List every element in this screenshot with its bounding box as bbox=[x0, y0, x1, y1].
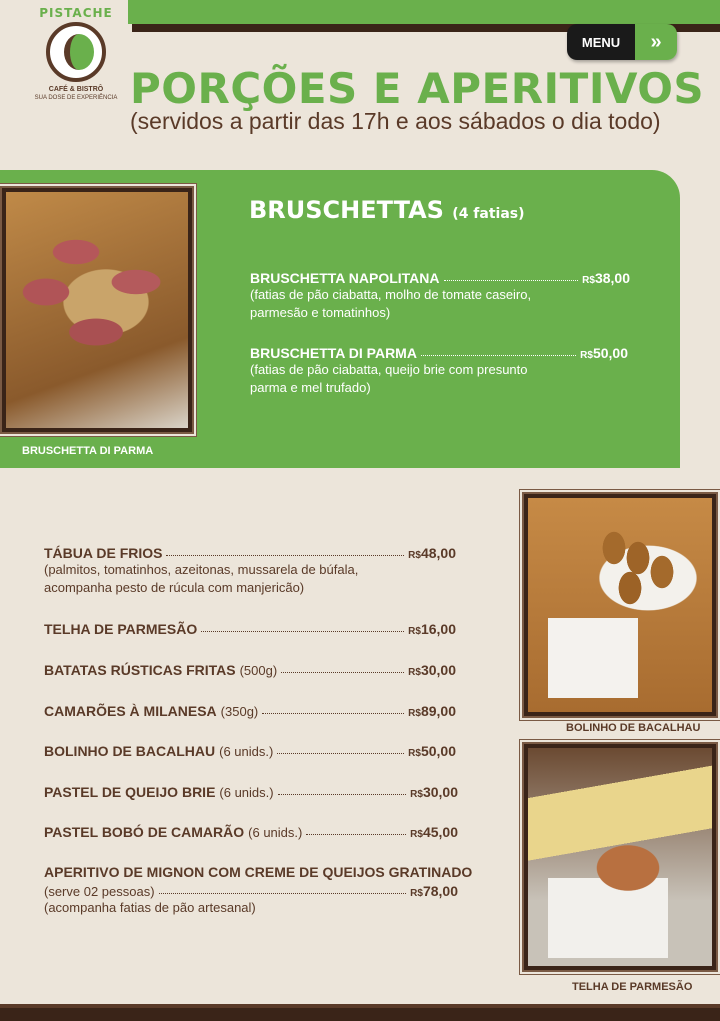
menu-item bbox=[44, 824, 458, 840]
menu-item bbox=[44, 703, 456, 719]
item-price: 50,00 bbox=[592, 345, 628, 361]
menu-item bbox=[44, 743, 456, 759]
item-serving: (serve 02 pessoas) bbox=[44, 884, 155, 899]
price-currency: R$ bbox=[410, 829, 423, 840]
bolinho-photo-caption: BOLINHO DE BACALHAU bbox=[566, 722, 701, 734]
item-description-line: (fatias de pão ciabatta, queijo brie com presunto bbox=[250, 362, 528, 377]
menu-button[interactable] bbox=[567, 24, 677, 60]
item-price: 45,00 bbox=[422, 824, 458, 840]
price-currency: R$ bbox=[410, 789, 423, 800]
price-currency: R$ bbox=[582, 275, 595, 286]
item-portion: (350g) bbox=[220, 704, 259, 719]
item-price: 30,00 bbox=[422, 784, 458, 800]
page-title: PORÇÕES E APERITIVOS bbox=[130, 64, 705, 113]
price-currency: R$ bbox=[408, 748, 421, 759]
price-currency: R$ bbox=[408, 626, 421, 637]
item-name: PASTEL BOBÓ DE CAMARÃO bbox=[44, 824, 245, 840]
item-name: BOLINHO DE BACALHAU bbox=[44, 743, 216, 759]
item-name: BATATAS RÚSTICAS FRITAS bbox=[44, 662, 236, 678]
price-currency: R$ bbox=[408, 667, 421, 678]
logo-tagline: SUA DOSE DE EXPERIÊNCIA bbox=[34, 95, 118, 101]
dotted-leader bbox=[277, 752, 404, 754]
item-price: 16,00 bbox=[420, 621, 456, 637]
double-chevron-right-icon: » bbox=[635, 24, 677, 60]
item-portion: (500g) bbox=[239, 663, 278, 678]
bruschetta-photo bbox=[0, 186, 194, 434]
item-name: CAMARÕES À MILANESA bbox=[44, 703, 217, 719]
menu-item bbox=[250, 345, 628, 397]
item-name: BRUSCHETTA DI PARMA bbox=[250, 345, 417, 361]
price-currency: R$ bbox=[408, 550, 421, 561]
bruschettas-note: (4 fatias) bbox=[452, 206, 525, 222]
item-price: 30,00 bbox=[420, 662, 456, 678]
bolinho-photo bbox=[522, 492, 718, 718]
dotted-leader bbox=[201, 630, 404, 632]
menu-item bbox=[44, 784, 458, 800]
item-portion: (6 unids.) bbox=[219, 744, 274, 759]
price-currency: R$ bbox=[580, 350, 593, 361]
price-currency: R$ bbox=[410, 888, 423, 899]
item-price: 50,00 bbox=[420, 743, 456, 759]
menu-button-label: MENU bbox=[567, 24, 635, 60]
item-name: TELHA DE PARMESÃO bbox=[44, 621, 198, 637]
dotted-leader bbox=[159, 892, 407, 894]
item-description-line: parmesão e tomatinhos) bbox=[250, 305, 391, 320]
logo bbox=[28, 6, 124, 118]
item-portion: (6 unids.) bbox=[248, 825, 303, 840]
item-description-line: (palmitos, tomatinhos, azeitonas, mussarela de búfala, bbox=[44, 562, 359, 577]
item-price: 48,00 bbox=[420, 545, 456, 561]
item-name: BRUSCHETTA NAPOLITANA bbox=[250, 270, 440, 286]
bruschettas-title-text: BRUSCHETTAS bbox=[249, 196, 444, 224]
bruschetta-photo-caption: BRUSCHETTA DI PARMA bbox=[22, 445, 154, 457]
telha-photo-caption: TELHA DE PARMESÃO bbox=[572, 981, 693, 993]
dotted-leader bbox=[421, 354, 576, 356]
telha-photo bbox=[522, 742, 718, 972]
dotted-leader bbox=[281, 671, 404, 673]
item-description-line: (fatias de pão ciabatta, molho de tomate caseiro, bbox=[250, 287, 532, 302]
top-bar bbox=[128, 0, 720, 24]
logo-bean-icon bbox=[46, 22, 106, 82]
bottom-bar-accent bbox=[0, 1004, 720, 1008]
menu-item bbox=[44, 545, 456, 597]
item-price: 38,00 bbox=[594, 270, 630, 286]
item-name: TÁBUA DE FRIOS bbox=[44, 545, 163, 561]
bruschettas-title bbox=[249, 196, 525, 224]
page-subtitle: (servidos a partir das 17h e aos sábados o dia todo) bbox=[130, 108, 661, 134]
menu-item bbox=[44, 621, 456, 637]
dotted-leader bbox=[166, 554, 404, 556]
menu-item bbox=[250, 270, 630, 322]
dotted-leader bbox=[306, 833, 406, 835]
item-portion: (6 unids.) bbox=[219, 785, 274, 800]
item-name: PASTEL DE QUEIJO BRIE bbox=[44, 784, 216, 800]
dotted-leader bbox=[262, 712, 404, 714]
logo-subtitle: CAFÉ & BISTRÔ bbox=[48, 86, 104, 93]
item-name: APERITIVO DE MIGNON COM CREME DE QUEIJOS GRATINADO bbox=[44, 864, 473, 880]
logo-brand: PISTACHE bbox=[39, 6, 113, 20]
menu-item-mignon bbox=[44, 864, 473, 917]
item-description-line: acompanha pesto de rúcula com manjericão) bbox=[44, 580, 305, 595]
item-description-line: (acompanha fatias de pão artesanal) bbox=[44, 900, 256, 915]
menu-item bbox=[44, 662, 456, 678]
item-description-line: parma e mel trufado) bbox=[250, 380, 371, 395]
price-currency: R$ bbox=[408, 708, 421, 719]
item-price: 89,00 bbox=[420, 703, 456, 719]
dotted-leader bbox=[278, 793, 407, 795]
item-price: 78,00 bbox=[422, 883, 458, 899]
dotted-leader bbox=[444, 279, 579, 281]
